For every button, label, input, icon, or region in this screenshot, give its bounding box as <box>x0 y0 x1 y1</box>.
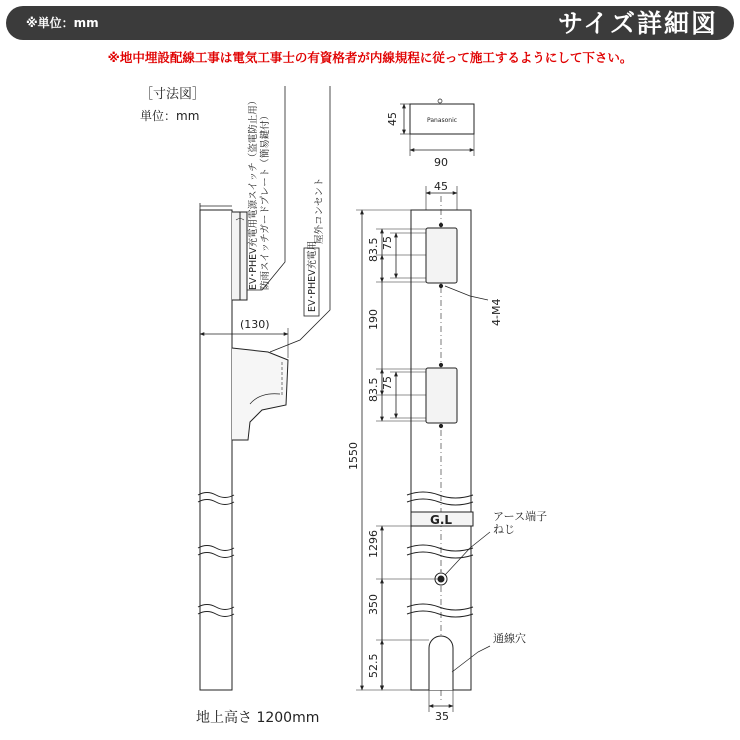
outlet-label-line1: 屋外コンセント <box>314 177 325 244</box>
front-dim-83-5-b: 83.5 <box>367 377 380 402</box>
outlet-label-line2: EV･PHEV充電用 <box>307 240 318 312</box>
front-dim-75-b: 75 <box>381 376 394 390</box>
front-dim-190: 190 <box>367 309 380 330</box>
top-view <box>400 99 474 156</box>
front-dim-350: 350 <box>367 594 380 615</box>
gl-label: G.L <box>430 513 453 527</box>
plate-label-line1: EV･PHEV充電用電源スイッチ（盗電防止用） <box>248 95 259 290</box>
front-dim-52-5: 52.5 <box>367 653 380 678</box>
unit-note: ※単位：mm <box>26 16 99 30</box>
hole-label: 通線穴 <box>493 632 526 645</box>
earth-label-line1: アース端子 <box>493 510 548 523</box>
height-note: 地上高さ 1200mm <box>196 710 320 726</box>
dim-130: (130) <box>240 318 270 331</box>
top-dim-height: 45 <box>386 112 399 126</box>
front-dim-83-5-a: 83.5 <box>367 237 380 262</box>
front-dim-top-width: 45 <box>434 180 448 193</box>
top-dim-width: 90 <box>434 156 448 169</box>
front-dim-1550: 1550 <box>347 442 360 470</box>
front-view <box>356 186 490 712</box>
front-dim-75-a: 75 <box>381 236 394 250</box>
unit-label: 単位：mm <box>140 109 200 123</box>
screw-label: 4-M4 <box>490 298 503 326</box>
front-dim-bottom-width: 35 <box>435 710 449 723</box>
plate-label-line2: 防雨スイッチガードプレート（簡易鍵付） <box>260 110 271 290</box>
earth-label-line2: ねじ <box>493 523 515 536</box>
page-title: サイズ詳細図 <box>557 9 718 38</box>
top-brand: Panasonic <box>427 117 458 124</box>
section-title: ［寸法図］ <box>140 87 206 102</box>
front-dim-1296: 1296 <box>367 530 380 558</box>
warning-text: ※地中埋設配線工事は電気工事士の有資格者が内線規程に従って施工するようにして下さい。 <box>107 50 633 65</box>
